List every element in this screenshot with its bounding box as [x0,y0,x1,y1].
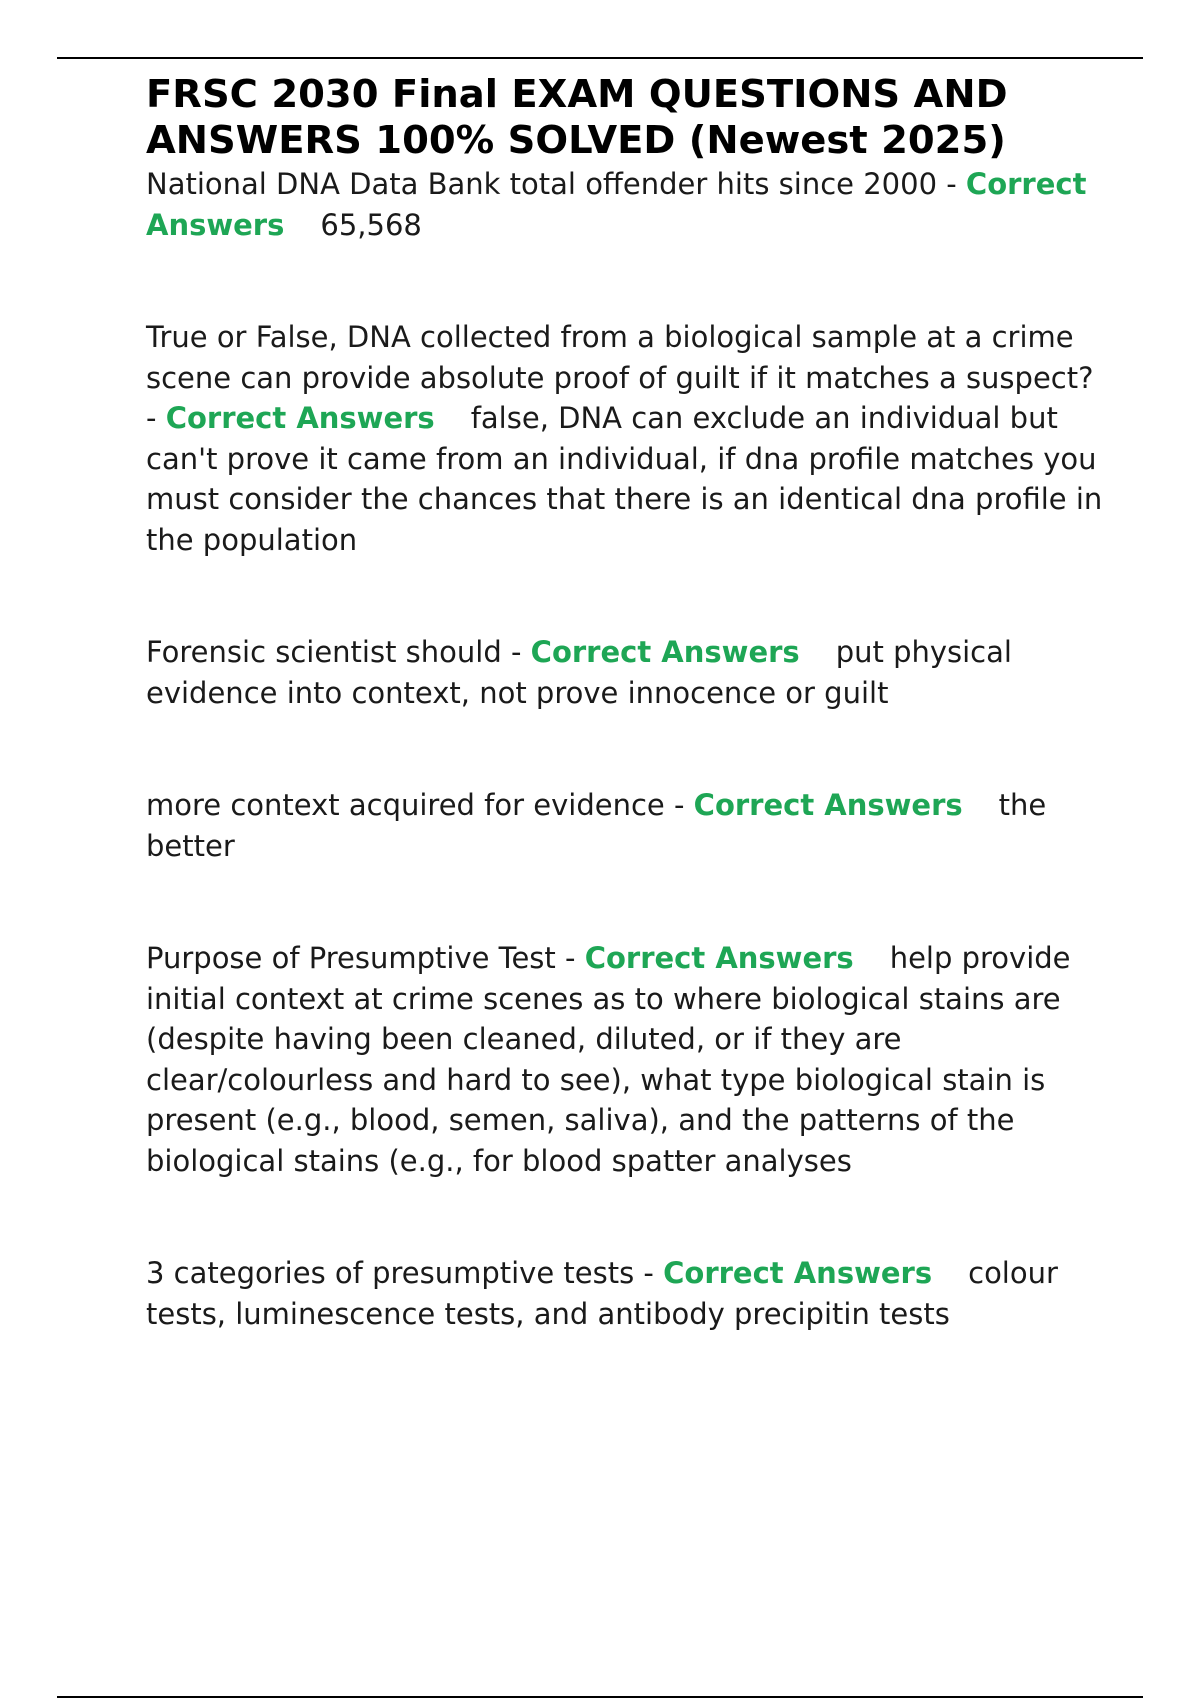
correct-answers-label: Correct Answers [663,1256,933,1290]
correct-answers-label: Correct Answers [146,167,1087,242]
question-text: True or False, DNA collected from a biological sample at a crime scene can provide absolute proof of guilt if it matches a suspect? - [146,320,1094,435]
qa-item-4 [146,785,1106,866]
document-body [146,72,1106,1334]
correct-answers-label: Correct Answers [530,635,800,669]
correct-answers-label: Correct Answers [584,941,854,975]
answer-text: colour tests, luminescence tests, and antibody precipitin tests [146,1256,1058,1331]
answer-text: the better [146,788,1047,863]
answer-text: put physical evidence into context, not prove innocence or guilt [146,635,1012,710]
answer-text: help provide initial context at crime scenes as to where biological stains are (despite having been cleaned, diluted, or if they are clear/colourless and hard to see), what type biological stain is present (e.g., blood, semen, saliva), and the patterns of the biological stains (e.g., for blood spatter analyses [146,941,1071,1178]
qa-item-6 [146,1253,1106,1334]
qa-item-1 [146,164,1106,245]
document-title: FRSC 2030 Final EXAM QUESTIONS AND ANSWERS 100% SOLVED (Newest 2025) [146,72,1008,163]
answer-text: false, DNA can exclude an individual but can't prove it came from an individual, if dna profile matches you must consider the chances that there is an identical dna profile in the population [146,401,1103,557]
question-text: Purpose of Presumptive Test - [146,941,585,975]
correct-answers-label: Correct Answers [165,401,435,435]
question-text: 3 categories of presumptive tests - [146,1256,664,1290]
top-divider [57,57,1143,59]
answer-text: 65,568 [320,207,422,242]
question-text: more context acquired for evidence - [146,788,694,822]
qa-item-3 [146,632,1106,713]
bottom-divider [57,1696,1143,1698]
question-text: National DNA Data Bank total offender hits since 2000 - [146,167,966,201]
qa-item-5 [146,938,1106,1181]
qa-item-2 [146,317,1106,560]
question-text: Forensic scientist should - [146,635,531,669]
correct-answers-label: Correct Answers [693,788,963,822]
